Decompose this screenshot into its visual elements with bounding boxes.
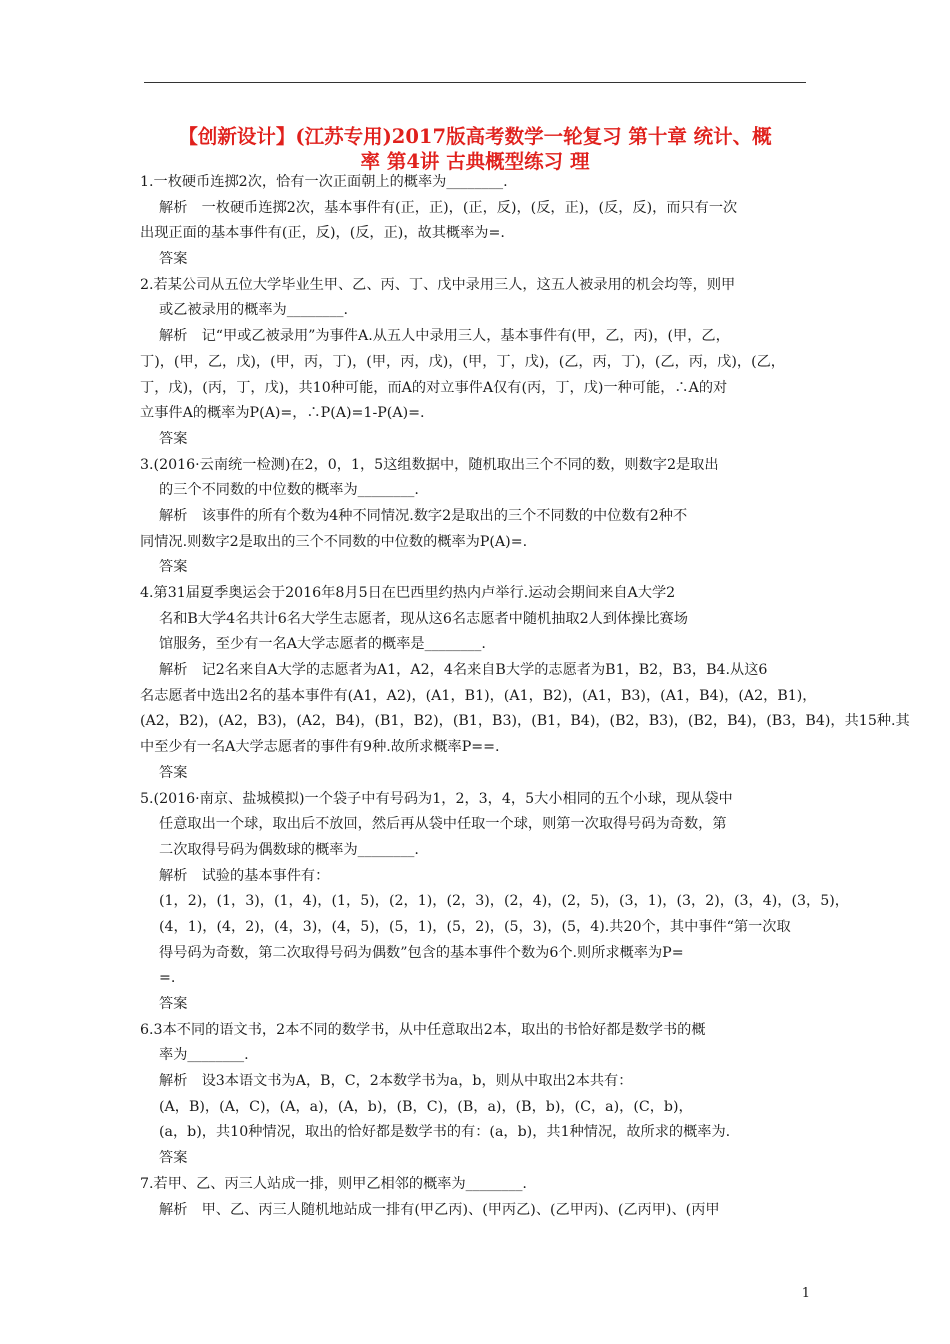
text-line: (1，2)，(1，3)，(1，4)，(1，5)，(2，1)，(2，3)，(2，4)，(2，5)，(3，1)，(3，2)，(3，4)，(3，5)， [159, 893, 849, 910]
question-2: 2.若某公司从五位大学毕业生甲、乙、丙、丁、戊中录用三人，这五人被录用的机会均等，则甲 [140, 276, 736, 293]
answer-label: 答案 [159, 996, 188, 1012]
text-line: (A2，B2)，(A2，B3)，(A2，B4)，(B1，B2)，(B1，B3)，(B1，B4)，(B2，B3)，(B2，B4)，(B3，B4)，共15种.其 [140, 713, 910, 730]
text-line: 任意取出一个球，取出后不放回，然后再从袋中任取一个球，则第一次取得号码为奇数，第 [159, 816, 727, 833]
page-number: 1 [801, 1286, 810, 1301]
analysis-1: 解析 一枚硬币连掷2次，基本事件有(正，正)，(正，反)，(反，正)，(反，反)，而只有一次 [159, 199, 738, 216]
analysis-5: 解析 试验的基本事件有： [159, 867, 330, 884]
question-4: 4.第31届夏季奥运会于2016年8月5日在巴西里约热内卢举行.运动会期间来自A大学2 [140, 585, 676, 601]
answer-label: 答案 [159, 559, 188, 576]
title-line-1: 【创新设计】(江苏专用)2017版高考数学一轮复习 第十章 统计、概 [178, 125, 772, 148]
text-line: 率为________. [159, 1047, 249, 1064]
text-line: 二次取得号码为偶数球的概率为________. [159, 841, 419, 858]
text-line: (A，B)，(A，C)，(A，a)，(A，b)，(B，C)，(B，a)，(B，b)，(C，a)，(C，b)， [159, 1098, 693, 1115]
answer-label: 答案 [159, 764, 188, 781]
question-3: 3.(2016·云南统一检测)在2，0，1，5这组数据中，随机取出三个不同的数，则数字2是取出 [140, 456, 719, 473]
text-line: 馆服务，至少有一名A大学志愿者的概率是________. [159, 636, 486, 653]
document-body [140, 170, 910, 1223]
text-line: 的三个不同数的中位数的概率为________. [159, 482, 419, 499]
question-6: 6.3本不同的语文书，2本不同的数学书，从中任意取出2本，取出的书恰好都是数学书的概 [140, 1021, 706, 1038]
text-line: (a，b)，共10种情况，取出的恰好都是数学书的有：(a，b)，共1种情况，故所求的概率为. [159, 1124, 731, 1141]
title-line-2: 率 第4讲 古典概型练习 理 [360, 150, 590, 173]
answer-label: 答案 [159, 430, 188, 447]
text-line: 丁，戊)，(丙，丁，戊)，共10种可能，而A的对立事件A仅有(丙，丁，戊)一种可能，∴A的对 [140, 379, 728, 396]
analysis-4: 解析 记2名来自A大学的志愿者为A1，A2，4名来自B大学的志愿者为B1，B2，B3，B4.从这6 [159, 662, 768, 679]
text-line: (4，1)，(4，2)，(4，3)，(4，5)，(5，1)，(5，2)，(5，3)，(5，4).共20个，其中事件“第一次取 [159, 918, 791, 935]
text-line: 名志愿者中选出2名的基本事件有(A1，A2)，(A1，B1)，(A1，B2)，(A1，B3)，(A1，B4)，(A2，B1)， [140, 687, 817, 704]
question-5: 5.(2016·南京、盐城模拟)一个袋子中有号码为1，2，3，4，5大小相同的五个小球，现从袋中 [140, 790, 733, 807]
header-rule [144, 82, 806, 83]
analysis-6: 解析 设3本语文书为A，B，C，2本数学书为a，b，则从中取出2本共有： [159, 1073, 633, 1090]
answer-label: 答案 [159, 1150, 188, 1167]
text-line: 或乙被录用的概率为________. [159, 302, 348, 319]
text-line: 中至少有一名A大学志愿者的事件有9种.故所求概率P==. [140, 739, 500, 756]
text-line: 名和B大学4名共计6名大学生志愿者，现从这6名志愿者中随机抽取2人到体操比赛场 [159, 610, 688, 627]
analysis-3: 解析 该事件的所有个数为4种不同情况.数字2是取出的三个不同数的中位数有2种不 [159, 507, 688, 524]
text-line: =. [159, 970, 176, 987]
document-title [140, 124, 810, 174]
analysis-2: 解析 记“甲或乙被录用”为事件A.从五人中录用三人，基本事件有(甲，乙，丙)，(甲，乙， [159, 328, 730, 345]
text-line: 丁)，(甲，乙，戊)，(甲，丙，丁)，(甲，丙，戊)，(甲，丁，戊)，(乙，丙，丁)，(乙，丙，戊)，(乙， [140, 353, 785, 370]
answer-label: 答案 [159, 251, 188, 268]
question-7: 7.若甲、乙、丙三人站成一排，则甲乙相邻的概率为________. [140, 1175, 527, 1192]
question-1: 1.一枚硬币连掷2次，恰有一次正面朝上的概率为________. [140, 174, 508, 190]
analysis-7: 解析 甲、乙、丙三人随机地站成一排有(甲乙丙)、(甲丙乙)、(乙甲丙)、(乙丙甲)、(丙甲 [159, 1201, 720, 1218]
text-line: 得号码为奇数，第二次取得号码为偶数”包含的基本事件个数为6个.则所求概率为P= [159, 944, 684, 961]
text-line: 同情况.则数字2是取出的三个不同数的中位数的概率为P(A)=. [140, 533, 528, 550]
text-line: 立事件A的概率为P(A)=，∴P(A)=1-P(A)=. [140, 405, 425, 422]
text-line: 出现正面的基本事件有(正，反)，(反，正)，故其概率为=. [140, 225, 505, 242]
